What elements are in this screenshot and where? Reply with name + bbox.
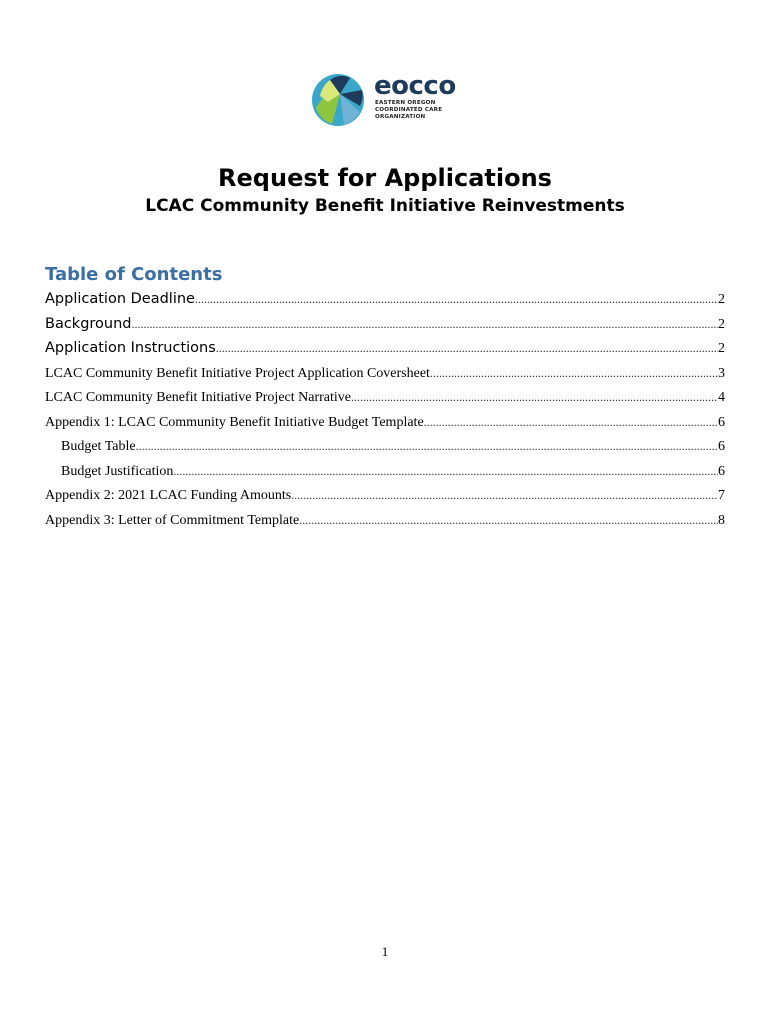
toc-entry-text: Appendix 2: 2021 LCAC Funding Amounts: [45, 488, 292, 503]
toc-entry[interactable]: [45, 312, 725, 337]
toc-leader-dots: [173, 459, 718, 483]
toc-leader-dots: [136, 434, 718, 458]
toc-entry-page: 8: [718, 512, 725, 528]
toc-entry-text: Appendix 3: Letter of Commitment Template: [45, 512, 300, 528]
toc-entry-page: 3: [718, 365, 725, 381]
toc-entry-text: LCAC Community Benefit Initiative Project Narrative: [45, 390, 351, 405]
logo-tagline-line: ORGANIZATION: [375, 114, 426, 120]
page-number: 1: [381, 944, 389, 959]
document-title: Request for Applications: [218, 164, 552, 192]
toc-leader-dots: [195, 287, 718, 311]
toc-entry-text: Budget Table: [61, 439, 136, 454]
toc-subentry[interactable]: [45, 459, 725, 484]
toc-leader-dots: [291, 483, 718, 507]
toc-leader-dots: [351, 385, 718, 409]
eocco-logo: [310, 72, 470, 132]
logo-tagline: [375, 100, 442, 121]
toc-entry-text: Application Deadline: [45, 291, 195, 307]
toc-entry-text: Application Instructions: [45, 340, 216, 356]
logo-wordmark: eocco: [374, 71, 456, 101]
logo-tagline-line: EASTERN OREGON: [375, 100, 436, 106]
toc-entry-page: 6: [718, 439, 725, 454]
toc-entry-page: 2: [718, 341, 725, 356]
toc-entry-text: Background: [45, 315, 132, 332]
logo-mark-icon: [310, 72, 366, 128]
toc-entry[interactable]: [45, 508, 725, 533]
toc-entry-page: 7: [718, 488, 725, 503]
toc-entry-text: LCAC Community Benefit Initiative Project Application Coversheet: [45, 365, 430, 381]
toc-leader-dots: [430, 361, 718, 385]
logo-tagline-line: COORDINATED CARE: [375, 107, 443, 113]
toc-entry-page: 6: [718, 463, 725, 479]
toc-entry[interactable]: [45, 287, 725, 312]
toc-heading: Table of Contents: [45, 264, 223, 285]
toc-entry[interactable]: [45, 483, 725, 508]
toc-subentry[interactable]: [45, 434, 725, 459]
toc-entry-page: 6: [718, 414, 725, 430]
toc-entry[interactable]: [45, 410, 725, 435]
table-of-contents: [45, 287, 725, 532]
toc-entry[interactable]: [45, 385, 725, 410]
toc-entry-text: Budget Justification: [61, 463, 174, 479]
toc-leader-dots: [424, 410, 718, 434]
toc-entry-page: 2: [718, 292, 725, 307]
toc-leader-dots: [132, 312, 718, 336]
document-subtitle: LCAC Community Benefit Initiative Reinvestments: [145, 196, 625, 216]
toc-entry[interactable]: [45, 361, 725, 386]
toc-entry-page: 2: [718, 316, 725, 332]
toc-entry-text: Appendix 1: LCAC Community Benefit Initiative Budget Template: [45, 414, 424, 430]
toc-entry-page: 4: [718, 390, 725, 405]
toc-entry[interactable]: [45, 336, 725, 361]
toc-leader-dots: [299, 508, 718, 532]
toc-leader-dots: [216, 336, 718, 360]
